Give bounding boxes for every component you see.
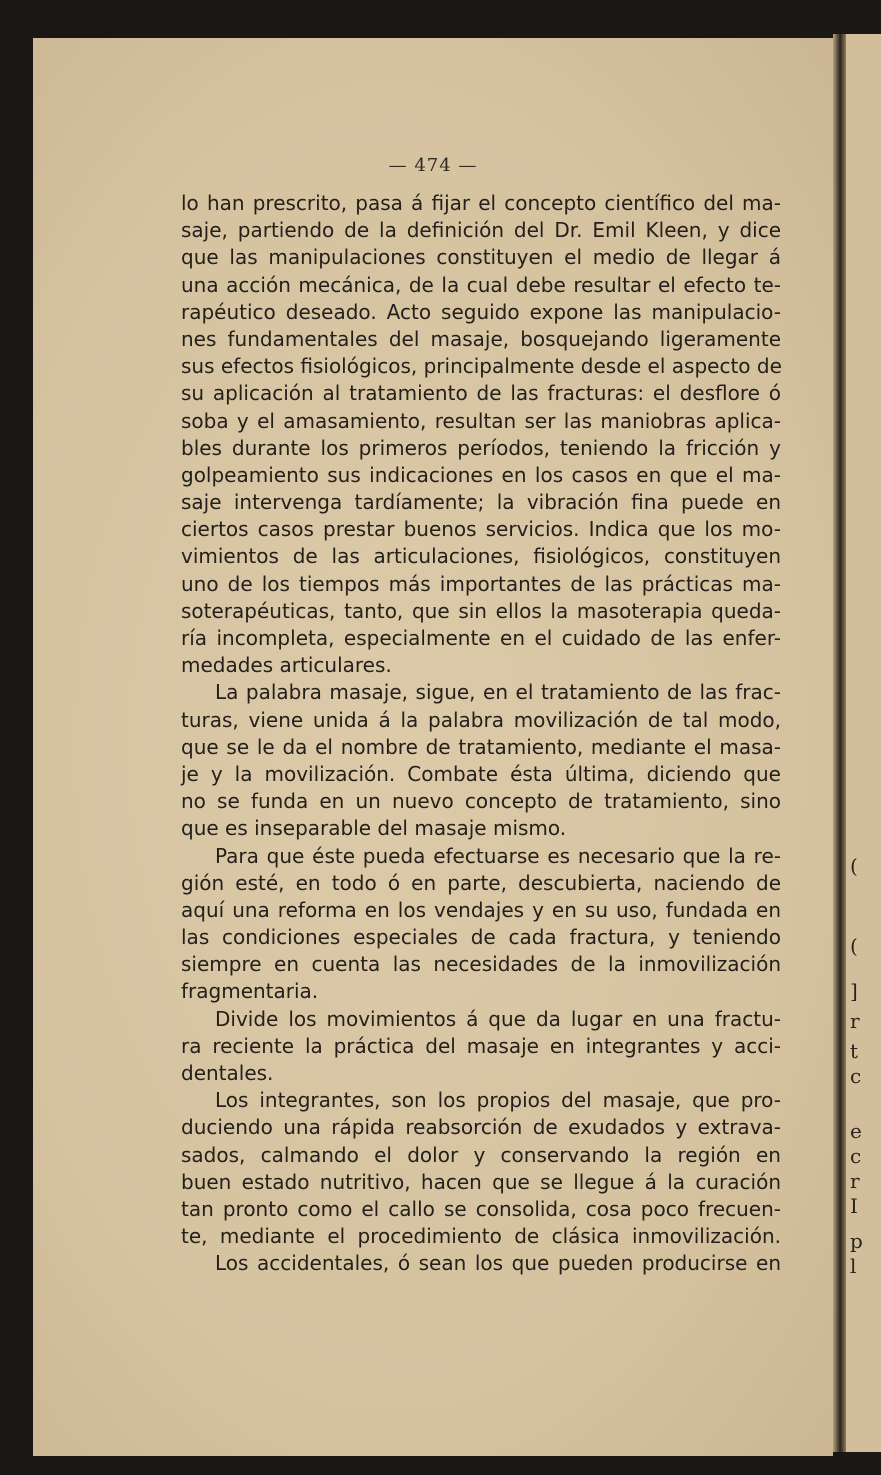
text-line: bles durante los primeros períodos, teniendo la fricción y: [181, 435, 781, 460]
text-line: una acción mecánica, de la cual debe resultar el efecto te-: [181, 272, 781, 297]
text-line: que es inseparable del masaje mismo.: [181, 816, 567, 841]
adjacent-page-letter: ]: [850, 979, 858, 1003]
text-line: dentales.: [181, 1061, 274, 1085]
text-line: Los integrantes, son los propios del masaje, que pro-: [215, 1088, 781, 1113]
body-text: [181, 190, 781, 1278]
text-line: que se le da el nombre de tratamiento, mediante el masa-: [181, 734, 781, 759]
adjacent-page-letter: (: [850, 854, 858, 878]
text-line: que las manipulaciones constituyen el medio de llegar á: [181, 245, 781, 270]
text-line: su aplicación al tratamiento de las fracturas: el desflore ó: [181, 381, 781, 406]
text-line: no se funda en un nuevo concepto de tratamiento, sino: [181, 789, 781, 814]
text-line: saje intervenga tardíamente; la vibración fina puede en: [181, 490, 781, 515]
text-line: aquí una reforma en los vendajes y en su uso, fundada en: [181, 897, 781, 922]
text-line: La palabra masaje, sigue, en el tratamiento de las frac-: [215, 680, 781, 705]
text-line: ra reciente la práctica del masaje en integrantes y acci-: [181, 1033, 781, 1058]
text-line: te, mediante el procedimiento de clásica inmovilización.: [181, 1224, 781, 1249]
adjacent-page-letter: c: [850, 1144, 862, 1168]
text-line: vimientos de las articulaciones, fisiológicos, constituyen: [181, 544, 781, 569]
adjacent-page-letter: r: [850, 1009, 860, 1033]
adjacent-page-edge: [846, 34, 881, 1452]
adjacent-page-letter: l: [850, 1254, 857, 1278]
text-line: golpeamiento sus indicaciones en los casos en que el ma-: [181, 462, 781, 487]
adjacent-page-letter: c: [850, 1064, 862, 1088]
text-line: lo han prescrito, pasa á fijar el concepto científico del ma-: [181, 191, 781, 215]
text-line: gión esté, en todo ó en parte, descubierta, naciendo de: [181, 870, 781, 895]
book-page: [33, 38, 833, 1456]
adjacent-page-letter: (: [850, 934, 858, 958]
adjacent-page-letter: e: [850, 1119, 862, 1143]
adjacent-page-letter: p: [850, 1229, 863, 1253]
text-line: sados, calmando el dolor y conservando la región en: [181, 1142, 781, 1167]
text-line: uno de los tiempos más importantes de las prácticas ma-: [181, 571, 781, 596]
text-line: nes fundamentales del masaje, bosquejando ligeramente: [181, 326, 781, 351]
text-line: Los accidentales, ó sean los que pueden producirse en: [215, 1251, 781, 1276]
text-line: saje, partiendo de la definición del Dr. Emil Kleen, y dice: [181, 218, 781, 243]
text-line: je y la movilización. Combate ésta última, diciendo que: [181, 761, 781, 786]
text-line: buen estado nutritivo, hacen que se llegue á la curación: [181, 1169, 781, 1194]
text-line: fragmentaria.: [181, 979, 319, 1004]
adjacent-page-letter: I: [850, 1194, 858, 1218]
text-line: Divide los movimientos á que da lugar en una fractu-: [215, 1006, 781, 1031]
text-line: soterapéuticas, tanto, que sin ellos la masoterapia queda-: [181, 598, 781, 623]
page-number: — 474 —: [388, 155, 478, 176]
book-gutter: [833, 34, 846, 1452]
text-line: rapéutico deseado. Acto seguido expone las manipulacio-: [181, 299, 781, 324]
text-line: medades articulares.: [181, 653, 392, 678]
text-line: turas, viene unida á la palabra movilización de tal modo,: [181, 707, 781, 732]
text-line: tan pronto como el callo se consolida, cosa poco frecuen-: [181, 1196, 781, 1221]
adjacent-page-letter: r: [850, 1169, 860, 1193]
text-line: duciendo una rápida reabsorción de exudados y extrava-: [181, 1115, 781, 1140]
text-line: ría incompleta, especialmente en el cuidado de las enfer-: [181, 626, 781, 650]
text-line: Para que éste pueda efectuarse es necesario que la re-: [215, 843, 781, 868]
text-line: las condiciones especiales de cada fractura, y teniendo: [181, 925, 781, 950]
text-line: soba y el amasamiento, resultan ser las maniobras aplica-: [181, 408, 781, 433]
text-line: ciertos casos prestar buenos servicios. Indica que los mo-: [181, 517, 781, 542]
text-line: sus efectos fisiológicos, principalmente desde el aspecto de: [181, 354, 782, 379]
text-line: siempre en cuenta las necesidades de la inmovilización: [181, 952, 781, 977]
adjacent-page-letter: t: [850, 1039, 859, 1063]
